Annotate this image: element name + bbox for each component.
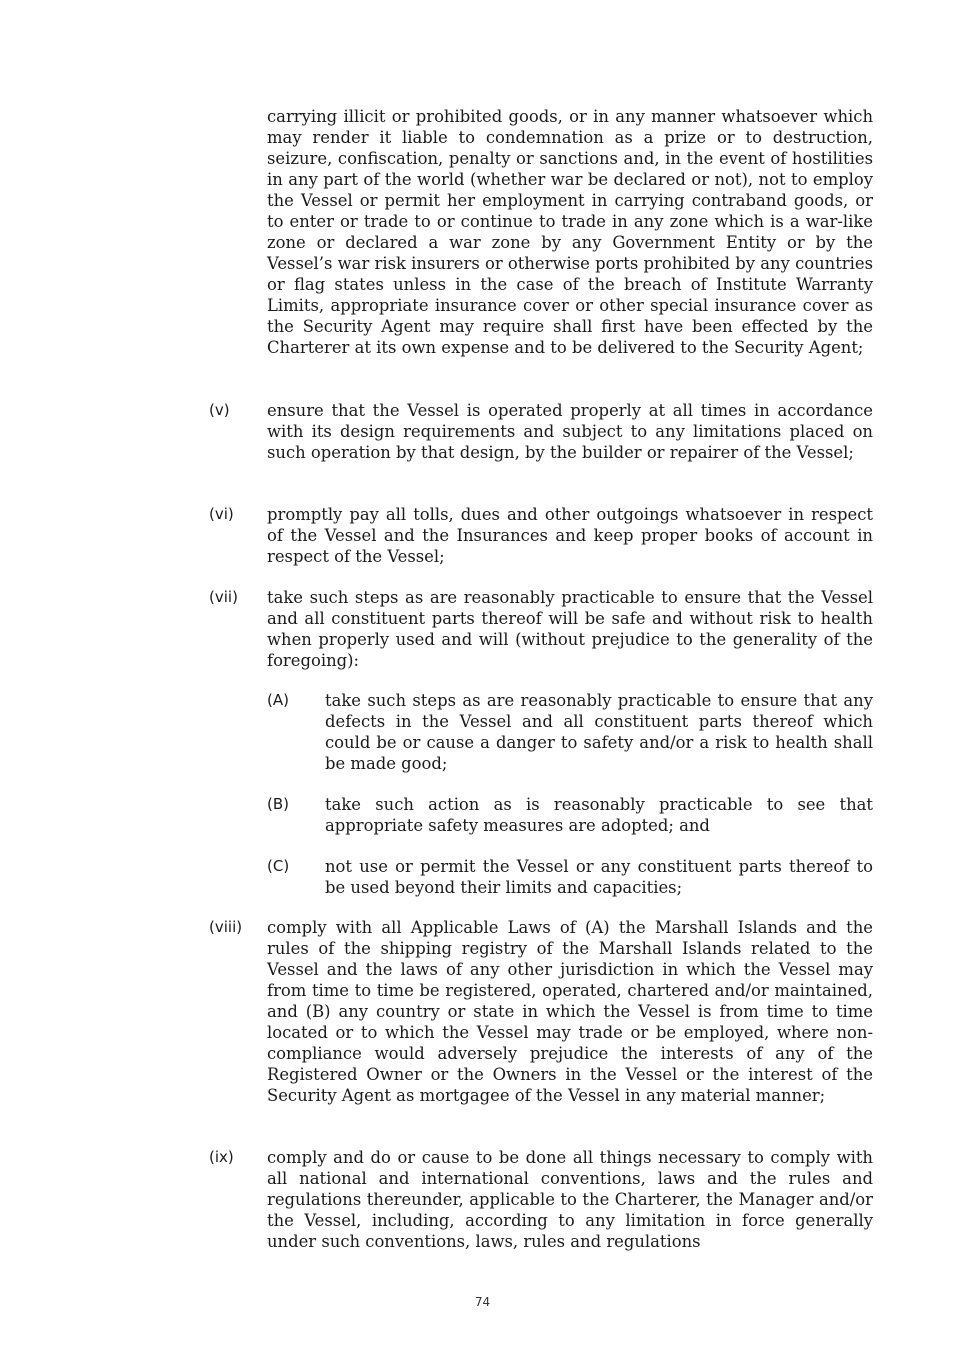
subclause-text: take such steps as are reasonably practicable to ensure that any defects in the Vessel and all constituent parts thereof which could be or cause a danger to safety and/or a risk to health shall be made good;	[325, 691, 873, 773]
continuation-paragraph: carrying illicit or prohibited goods, or in any manner whatsoever which may render it liable to condemnation as a prize or to destruction, seizure, confiscation, penalty or sanctions and, in the event of hostilities in any part of the world (whether war be declared or not), not to employ the Vessel or permit her employment in carrying contraband goods, or to enter or trade to or continue to trade in any zone which is a war-like zone or declared a war zone by any Government Entity or by the Vessel’s war risk insurers or otherwise ports prohibited by any countries or flag states unless in the case of the breach of Institute Warranty Limits, appropriate insurance cover or other special insurance cover as the Security Agent may require shall first have been effected by the Charterer at its own expense and to be delivered to the Security Agent;	[267, 107, 873, 357]
subclause-number: (C)	[267, 857, 290, 875]
clause-number: (ix)	[209, 1148, 234, 1166]
subclause-number: (A)	[267, 691, 289, 709]
page-number: 74	[474, 1295, 491, 1309]
clause-number: (vii)	[209, 588, 238, 606]
clause-number: (viii)	[209, 918, 243, 936]
clause-number: (vi)	[209, 505, 234, 523]
clause-text: comply and do or cause to be done all things necessary to comply with all national and international conventions, laws and the rules and regulations thereunder, applicable to the Charterer, the Manager and/or the Vessel, including, according to any limitation in force generally under such conventions, laws, rules and regulations	[267, 1148, 873, 1251]
clause-text: ensure that the Vessel is operated properly at all times in accordance with its design requirements and subject to any limitations placed on such operation by that design, by the builder or repairer of the Vessel;	[267, 401, 873, 462]
subclause-text: take such action as is reasonably practicable to see that appropriate safety measures are adopted; and	[325, 795, 873, 835]
clause-text: take such steps as are reasonably practicable to ensure that the Vessel and all constituent parts thereof will be safe and without risk to health when properly used and will (without prejudice to the generality of the foregoing):	[267, 588, 873, 670]
clause-text: comply with all Applicable Laws of (A) the Marshall Islands and the rules of the shipping registry of the Marshall Islands related to the Vessel and the laws of any other jurisdiction in which the Vessel may from time to time be registered, operated, chartered and/or maintained, and (B) any country or state in which the Vessel is from time to time located or to which the Vessel may trade or be employed, where non-compliance would adversely prejudice the interests of any of the Registered Owner or the Owners in the Vessel or the interest of the Security Agent as mortgagee of the Vessel in any material manner;	[267, 918, 873, 1105]
subclause-number: (B)	[267, 795, 289, 813]
subclause-text: not use or permit the Vessel or any constituent parts thereof to be used beyond their limits and capacities;	[325, 857, 873, 897]
clause-number: (v)	[209, 401, 230, 419]
clause-text: promptly pay all tolls, dues and other outgoings whatsoever in respect of the Vessel and the Insurances and keep proper books of account in respect of the Vessel;	[267, 505, 873, 566]
